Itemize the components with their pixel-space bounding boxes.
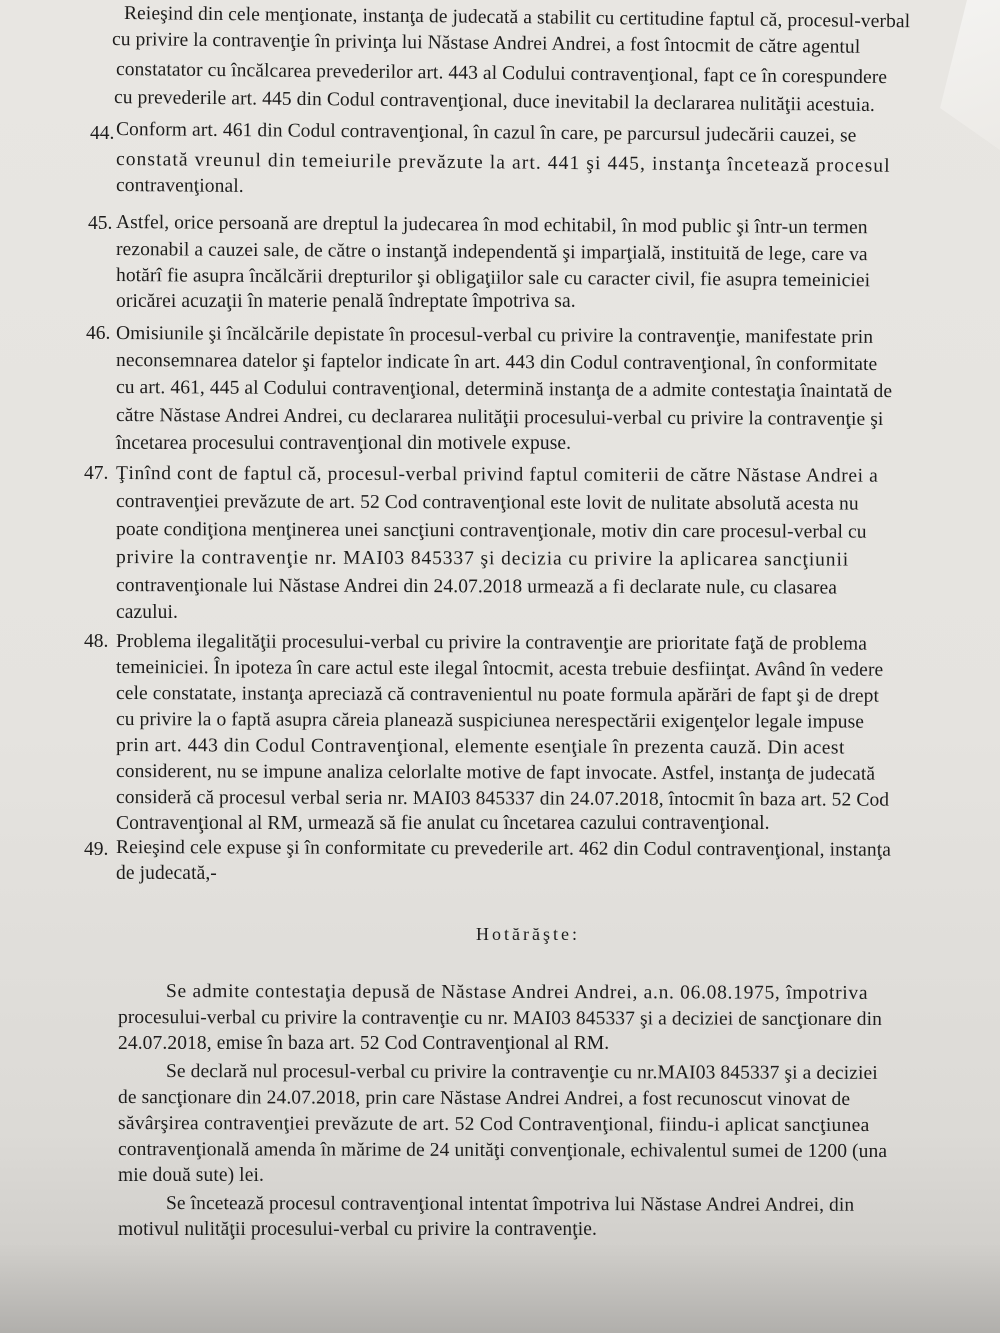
paragraph-line: constatator cu încălcarea prevederilor art. 443 al Codului contravenţional, fapt ce în corespundere (115, 59, 888, 89)
paragraph-line: de judecată,- (116, 863, 217, 884)
paragraph-line: Omisiunile şi încălcările depistate în procesul-verbal cu privire la contravenţie, manifestate prin (115, 323, 874, 348)
paragraph-line: prin art. 443 din Codul Contravenţional, elemente esenţiale în prezenta cauză. Din acest (115, 735, 846, 759)
decision-line: contravenţională amenda în mărime de 24 unităţi convenţionale, echivalentul sumei de 1200 (una (117, 1139, 888, 1163)
decision-line: săvârşirea contravenţiei prevăzute de art. 52 Cod Contravenţional, fiindu-i aplicat sancţiunea (117, 1113, 870, 1136)
paragraph-line: Conform art. 461 din Codul contravenţional, în cazul în care, pe parcursul judecării cauzei, se (115, 119, 857, 147)
paragraph-number: 45. (88, 213, 113, 234)
paragraph-line: Reieşind din cele menţionate, instanţa de judecată a stabilit cu certitudine faptul că, procesul-verbal (123, 3, 911, 33)
paragraph-line: Ţinînd cont de faptul că, procesul-verbal privind faptul comiterii de către Năstase Andrei a (115, 463, 879, 487)
paragraph-line: contravenţionale lui Năstase Andrei din 24.07.2018 urmează a fi declarate nule, cu clasarea (115, 575, 838, 599)
paragraph-number: 44. (90, 123, 115, 144)
paragraph-line: poate condiţiona menţinerea unei sancţiuni contravenţionale, motiv din care procesul-verbal cu (115, 519, 867, 543)
decision-line: de sancţionare din 24.07.2018, prin care Năstase Andrei Andrei, a fost recunoscut vinovat de (117, 1087, 851, 1110)
paragraph-line: contravenţional. (115, 175, 244, 197)
decision-line: 24.07.2018, emise în baza art. 52 Cod Contravenţional al RM. (118, 1033, 610, 1054)
paragraph-number: 46. (86, 323, 111, 344)
paragraph-line: oricărei acuzaţii în materie penală îndreptate împotriva sa. (116, 291, 576, 312)
paragraph-line: cu prevederile art. 445 din Codul contravenţional, duce inevitabil la declararea nulităţii acestuia. (113, 87, 876, 116)
paragraph-line: Reieşind cele expuse şi în conformitate cu prevederile art. 462 din Codul contravenţional, instanţa (115, 837, 892, 861)
paragraph-line: cu privire la contravenţie în privinţa lui Năstase Andrei Andrei, a fost întocmit de către agentul (111, 29, 861, 58)
paragraph-number: 49. (84, 839, 109, 860)
decision-line: mie două sute) lei. (118, 1165, 264, 1186)
paragraph-line: Astfel, orice persoană are dreptul la judecarea în mod echitabil, în mod public şi într-un termen (115, 212, 868, 239)
decision-line: procesului-verbal cu privire la contravenţie cu nr. MAI03 845337 şi a deciziei de sancţionare din (117, 1007, 883, 1031)
paragraph-line: temeiniciei. În ipoteza în care actul este ilegal întocmit, acesta trebuie desfiinţat. Având în vedere (115, 657, 884, 681)
paragraph-line: cazului. (116, 602, 178, 623)
paragraph-line: consideră că procesul verbal seria nr. MAI03 845337 din 24.07.2018, întocmit în baza art. 52 Cod (115, 787, 890, 811)
paragraph-line: către Năstase Andrei Andrei, cu declararea nulităţii procesului-verbal cu privire la contravenţie şi (115, 405, 884, 431)
paragraph-line: privire la contravenţie nr. MAI03 845337 şi decizia cu privire la aplicarea sancţiunii (115, 547, 850, 571)
decision-line: motivul nulităţii procesului-verbal cu privire la contravenţie. (118, 1219, 598, 1240)
paragraph-line: rezonabil a cauzei sale, de către o instanţă independentă şi imparţială, instituită de lege, care va (115, 239, 868, 266)
paragraph-number: 48. (84, 631, 109, 652)
paragraph-line: cu art. 461, 445 al Codului contravenţional, determină instanţa de a admite contestaţia înaintată de (115, 377, 893, 403)
paragraph-line: hotărî fie asupra încălcării drepturilor şi obligaţiilor sale cu caracter civil, fie asupra temeiniciei (115, 265, 871, 292)
paragraph-number: 47. (84, 463, 109, 484)
decision-heading: Hotărăşte: (476, 924, 580, 944)
paragraph-line: contravenţiei prevăzute de art. 52 Cod contravenţional este lovit de nulitate absolută acesta nu (115, 491, 859, 515)
paragraph-line: constată vreunul din temeiurile prevăzute la art. 441 şi 445, instanţa încetează procesul (115, 149, 891, 177)
paragraph-line: neconsemnarea datelor şi faptelor indicate în art. 443 din Codul contravenţional, în conformitate (115, 350, 878, 375)
paragraph-line: cele constatate, instanţa apreciază că contravenientul nu poate formula apărări de fapt şi de drept (115, 683, 880, 707)
decision-line: Se încetează procesul contravenţional intentat împotriva lui Năstase Andrei Andrei, din (165, 1193, 855, 1216)
decision-line: Se admite contestaţia depusă de Năstase Andrei Andrei, a.n. 06.08.1975, împotriva (165, 981, 869, 1004)
paragraph-line: Problema ilegalităţii procesului-verbal cu privire la contravenţie are prioritate faţă de problema (115, 631, 868, 655)
paragraph-line: considerent, nu se impune analiza celorlalte motive de fapt invocate. Astfel, instanţa de judecată (115, 761, 876, 785)
decision-line: Se declară nul procesul-verbal cu privire la contravenţie cu nr.MAI03 845337 şi a deciziei (165, 1061, 878, 1084)
paragraph-line: încetarea procesului contravenţional din motivele expuse. (116, 433, 572, 454)
paragraph-line: cu privire la o faptă asupra căreia planează suspiciunea nerespectării exigenţelor legale impuse (115, 709, 865, 733)
paragraph-line: Contravenţional al RM, urmează să fie anulat cu încetarea cazului contravenţional. (116, 813, 770, 834)
